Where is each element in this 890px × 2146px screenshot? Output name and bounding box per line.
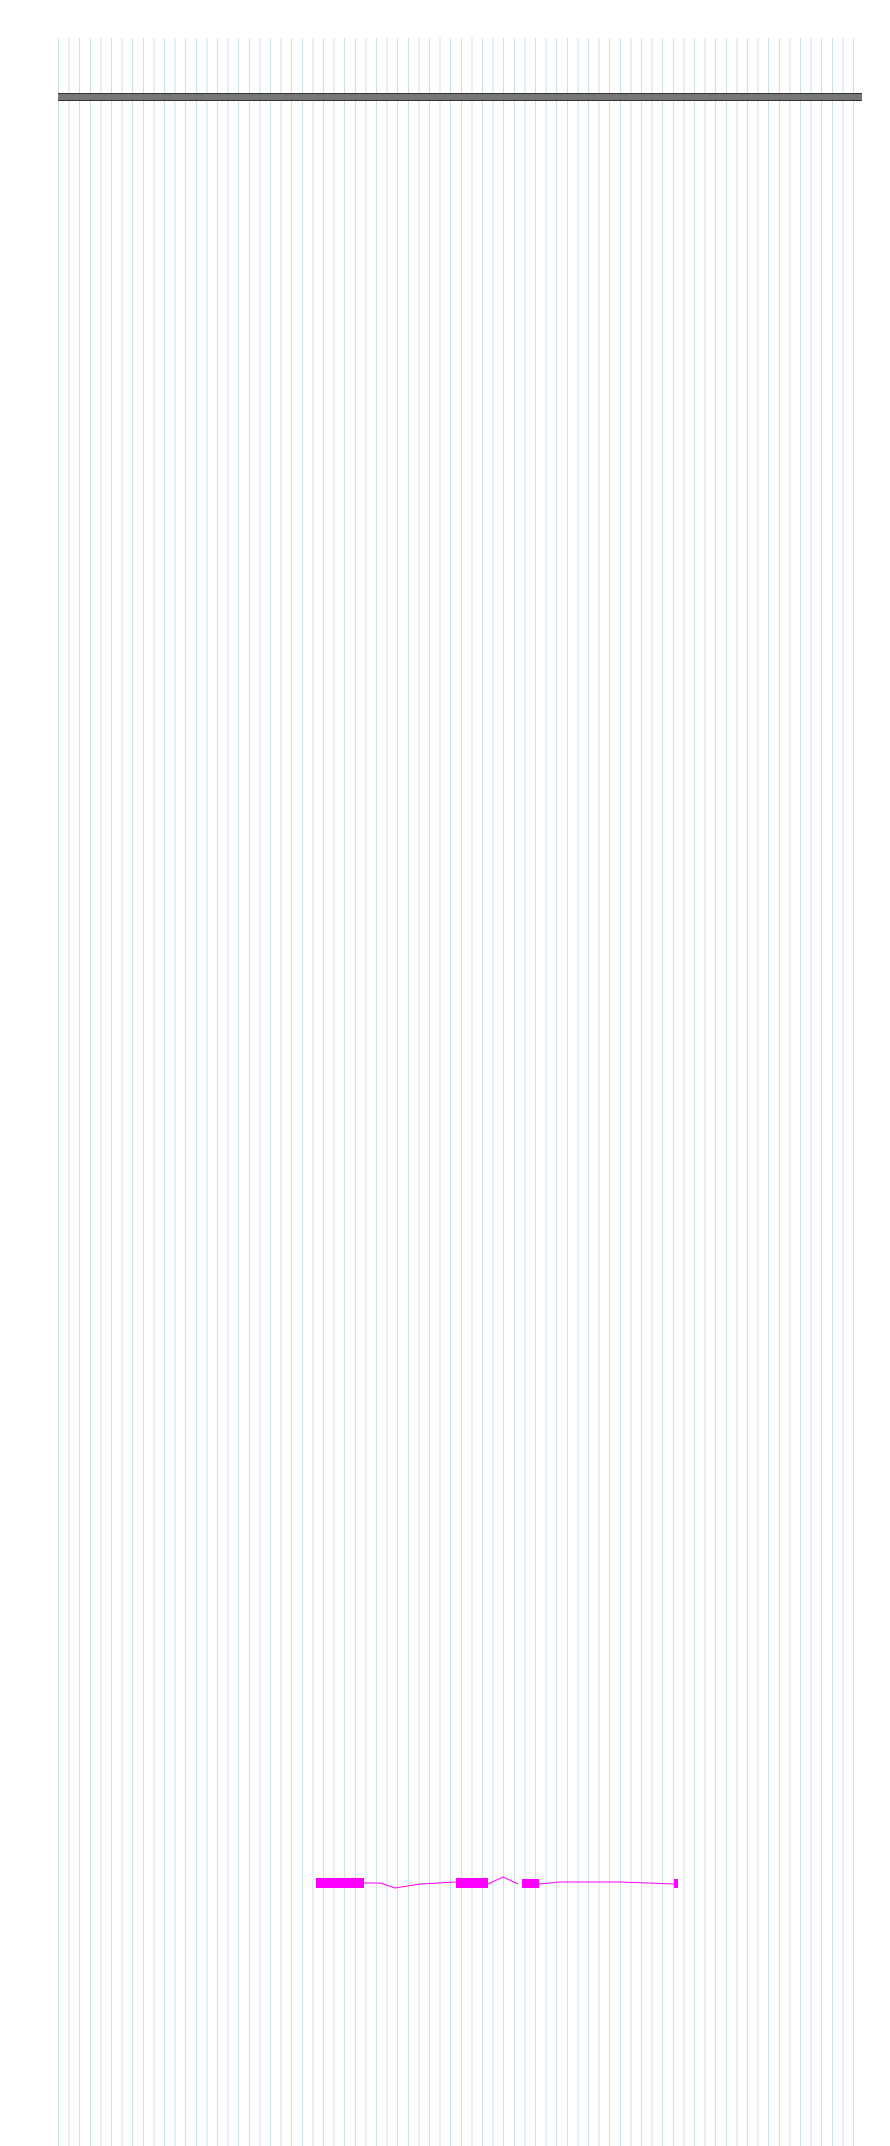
exon-4[interactable] bbox=[674, 1879, 678, 1888]
intron-1 bbox=[364, 1882, 456, 1888]
gene-pramef11-model[interactable] bbox=[316, 1877, 678, 1888]
exon-3[interactable] bbox=[522, 1879, 539, 1888]
intron-3 bbox=[539, 1882, 674, 1884]
exon-1[interactable] bbox=[316, 1878, 364, 1888]
intron-2 bbox=[488, 1877, 518, 1884]
exon-2[interactable] bbox=[456, 1878, 488, 1888]
